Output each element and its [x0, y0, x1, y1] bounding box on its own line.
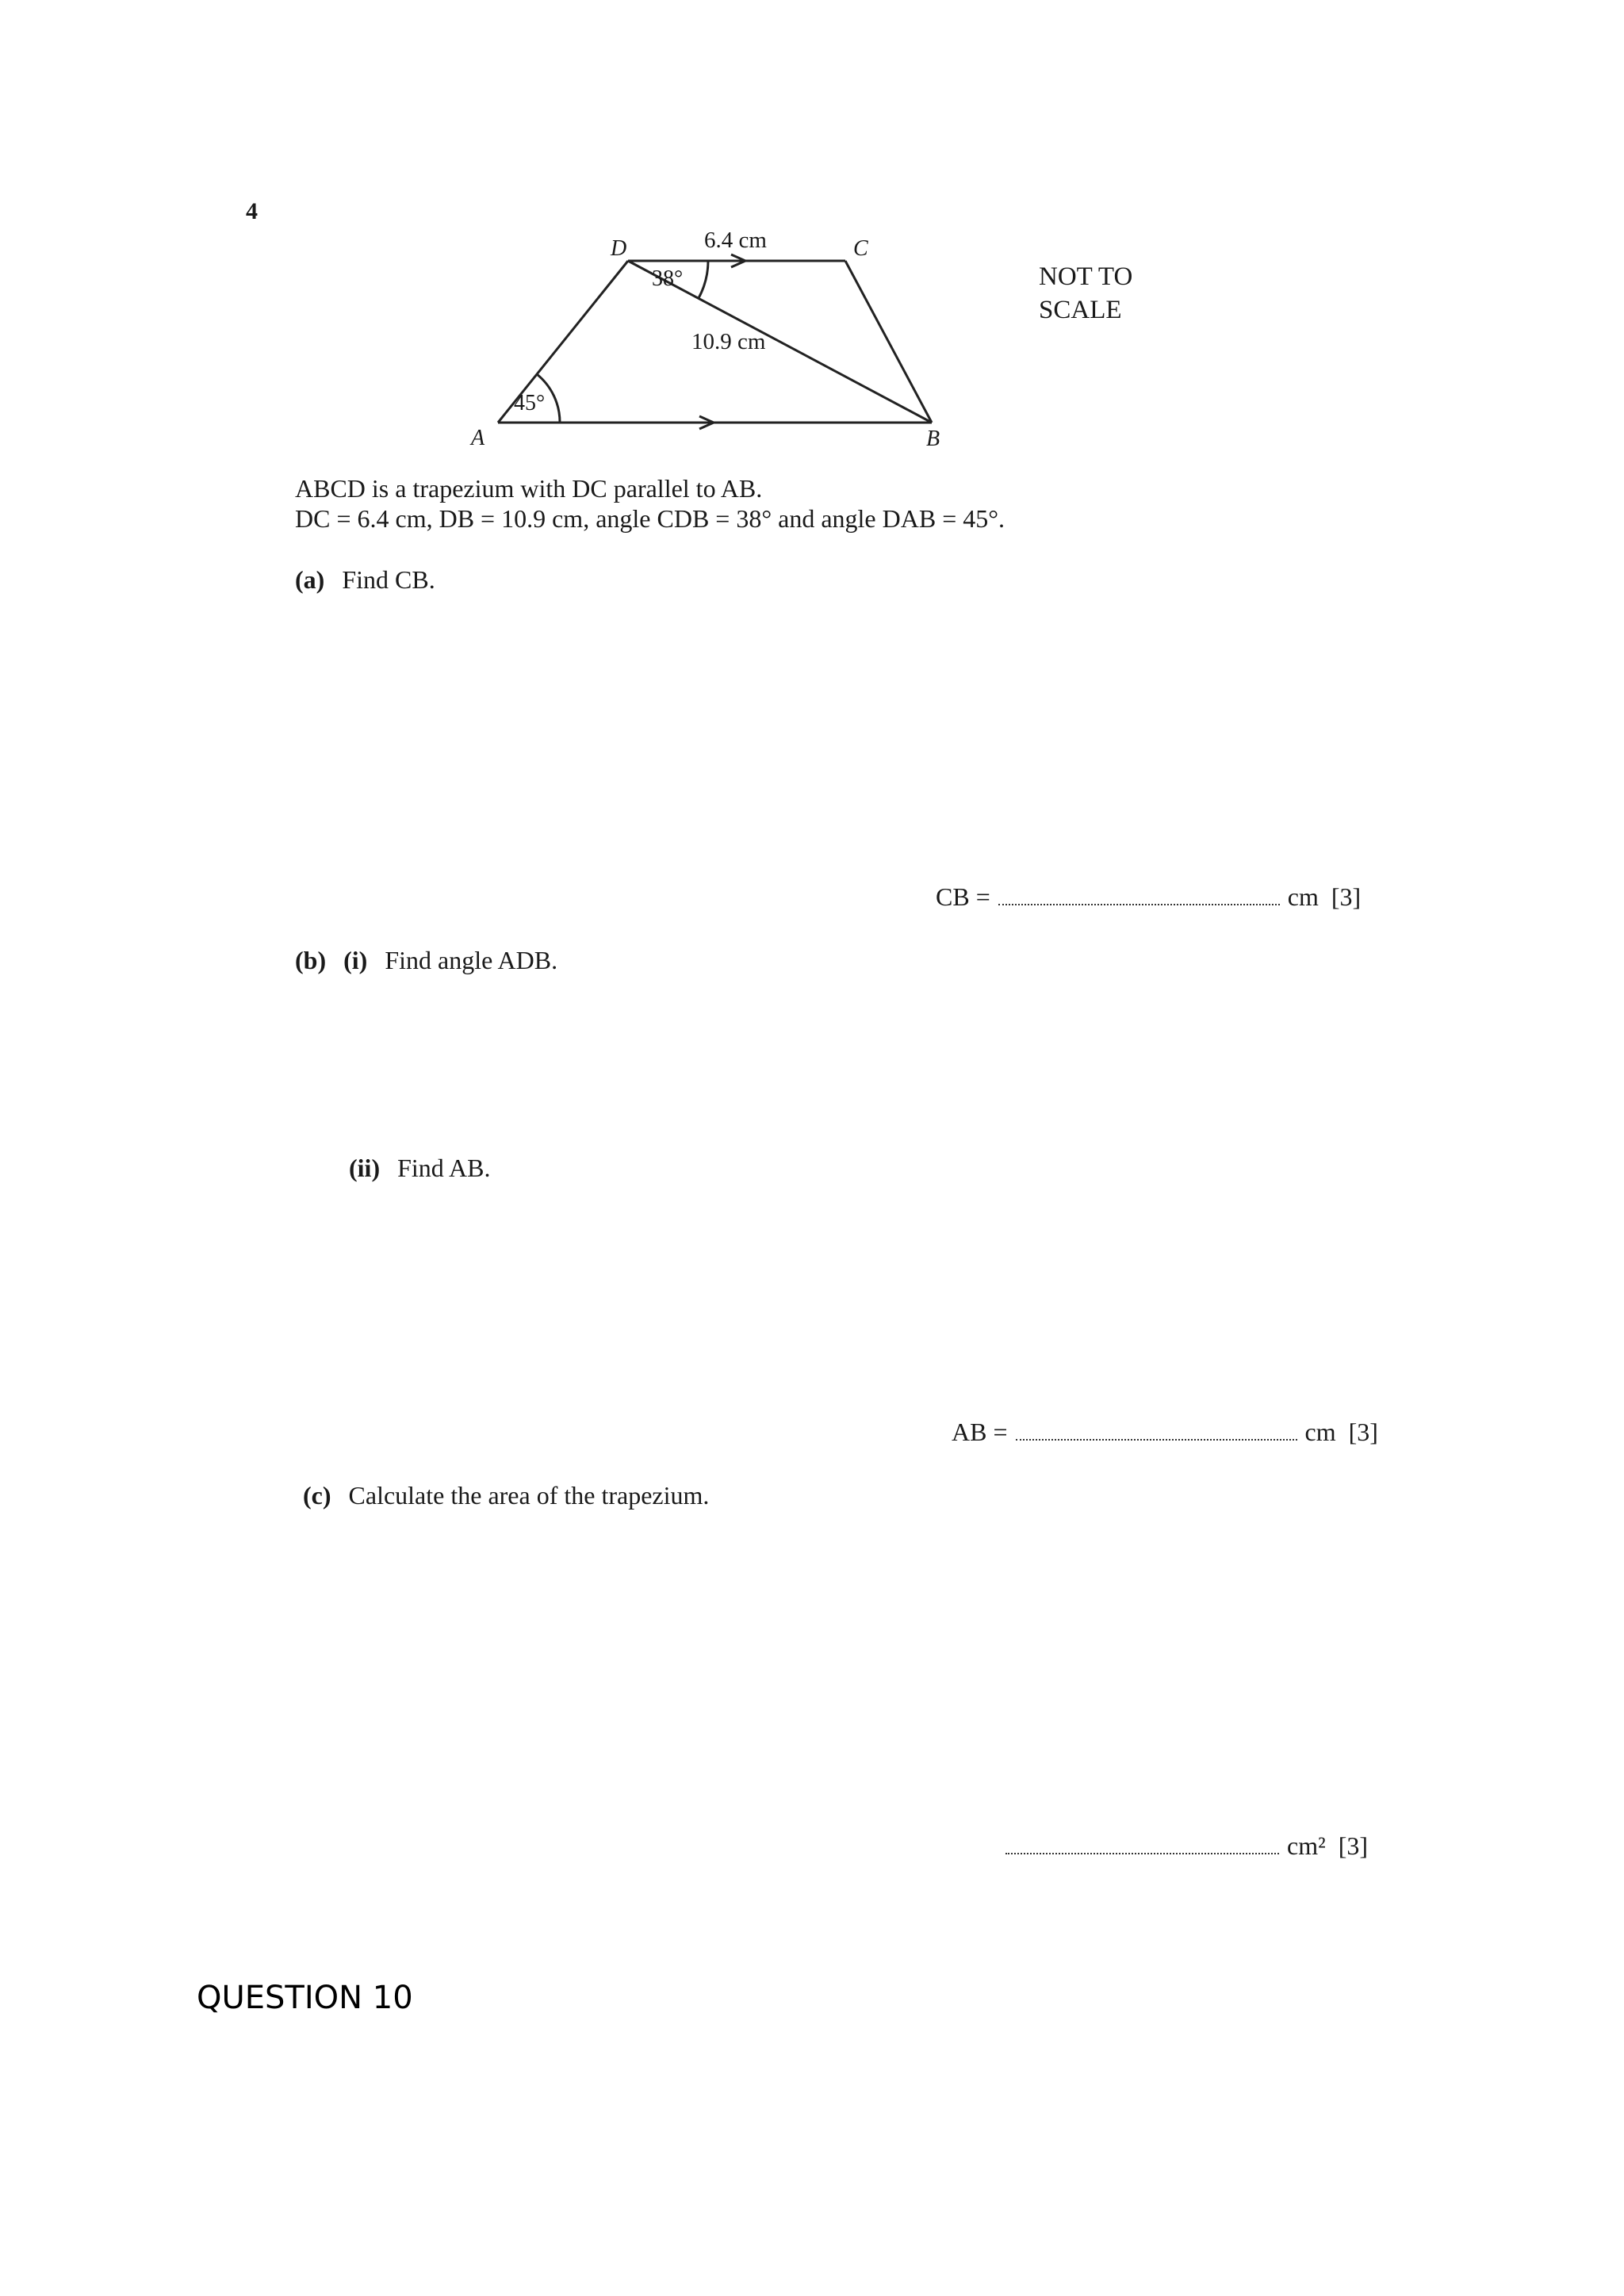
stem-line-1: ABCD is a trapezium with DC parallel to AB. — [295, 474, 763, 503]
scale-note-line1: NOT TO — [1039, 262, 1133, 291]
stem-line-2: DC = 6.4 cm, DB = 10.9 cm, angle CDB = 38° and angle DAB = 45°. — [295, 504, 1005, 533]
answer-field-area[interactable] — [1005, 1852, 1279, 1854]
answer-line-ab — [952, 1418, 1378, 1447]
part-c — [303, 1481, 709, 1510]
answer-field-ab[interactable] — [1016, 1438, 1297, 1441]
part-c-label: (c) — [303, 1481, 331, 1510]
part-b-i — [295, 946, 557, 975]
label-angle-dab: 45° — [514, 391, 546, 415]
answer-unit-ab: cm — [1304, 1418, 1336, 1446]
part-a-text: Find CB. — [342, 565, 435, 594]
part-b-ii-text: Find AB. — [397, 1154, 491, 1182]
part-a-label: (a) — [295, 565, 325, 594]
vertex-label-a: A — [471, 426, 485, 450]
answer-prefix-cb: CB = — [936, 882, 990, 911]
part-b-label: (b) — [295, 946, 327, 974]
marks-c: [3] — [1338, 1831, 1368, 1860]
angle-arc-cdb — [699, 261, 708, 298]
vertex-label-b: B — [926, 427, 940, 451]
part-b-i-text: Find angle ADB. — [385, 946, 558, 974]
answer-prefix-ab: AB = — [952, 1418, 1008, 1446]
label-dc-length: 6.4 cm — [704, 228, 767, 253]
label-angle-cdb: 38° — [652, 266, 684, 291]
vertex-label-c: C — [853, 236, 868, 261]
part-b-ii-label: (ii) — [349, 1154, 381, 1182]
part-b-i-label: (i) — [343, 946, 368, 974]
answer-unit-cb: cm — [1287, 882, 1319, 911]
footer-question-label: QUESTION 10 — [197, 1980, 413, 2016]
question-number: 4 — [246, 198, 258, 224]
trapezium-diagram — [444, 222, 983, 452]
answer-unit-area: cm² — [1287, 1831, 1326, 1860]
part-b-ii — [349, 1154, 490, 1183]
answer-line-area — [1005, 1831, 1368, 1861]
answer-line-cb — [936, 882, 1361, 912]
vertex-label-d: D — [611, 236, 627, 261]
marks-a: [3] — [1331, 882, 1362, 911]
marks-b-ii: [3] — [1348, 1418, 1378, 1446]
part-c-text: Calculate the area of the trapezium. — [348, 1481, 710, 1510]
part-a — [295, 565, 435, 595]
label-db-length: 10.9 cm — [691, 329, 766, 354]
answer-field-cb[interactable] — [998, 903, 1280, 905]
scale-note-line2: SCALE — [1039, 296, 1122, 324]
not-to-scale-note — [1039, 260, 1132, 327]
